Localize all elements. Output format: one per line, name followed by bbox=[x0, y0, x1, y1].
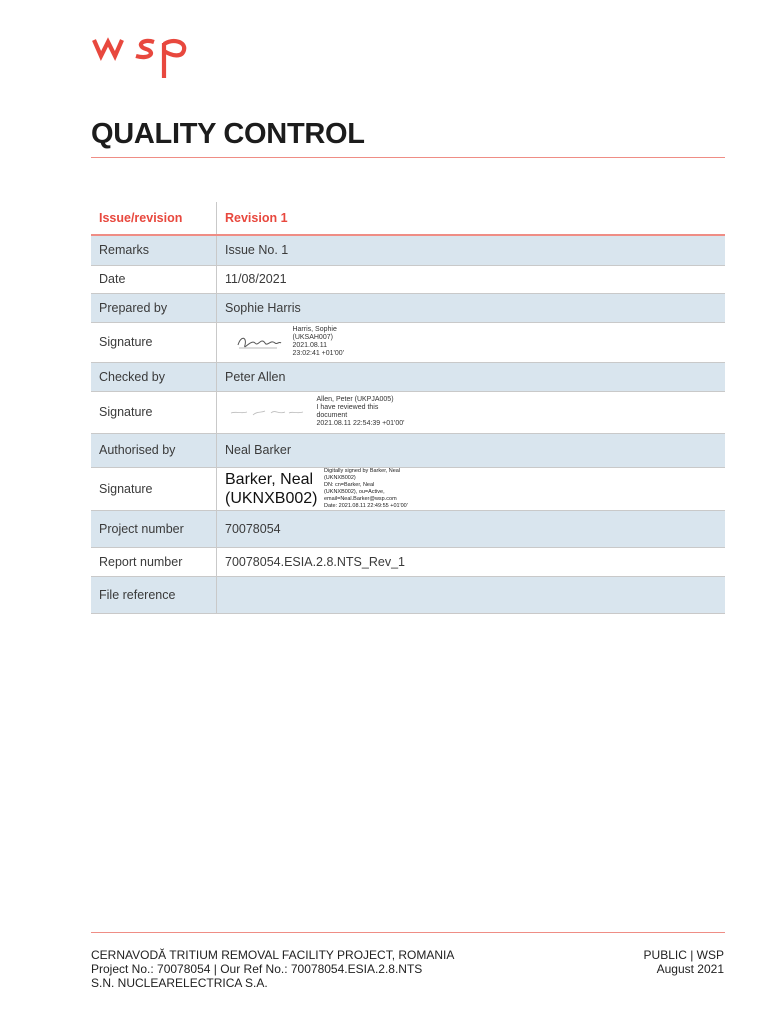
signature3-name bbox=[225, 470, 317, 508]
table-header-row bbox=[91, 202, 725, 235]
footer-client: S.N. NUCLEARELECTRICA S.A. bbox=[91, 976, 268, 990]
file-reference-label: File reference bbox=[91, 576, 217, 613]
table-row bbox=[91, 322, 725, 362]
signature2-line: I have reviewed this bbox=[316, 404, 379, 411]
report-number-value: 70078054.ESIA.2.8.NTS_Rev_1 bbox=[217, 547, 726, 576]
signature1-details bbox=[292, 326, 344, 358]
signature1-cell bbox=[217, 322, 726, 362]
prepared-by-label: Prepared by bbox=[91, 293, 217, 322]
signature2-label: Signature bbox=[91, 391, 217, 433]
page-title: QUALITY CONTROL bbox=[91, 118, 365, 150]
signature3-line: email=Neal.Barker@wsp.com bbox=[323, 495, 397, 502]
authorised-by-value: Neal Barker bbox=[217, 433, 726, 467]
issue-revision-value: Revision 1 bbox=[217, 202, 726, 235]
table-row bbox=[91, 576, 725, 613]
signature1-line: 23:02:41 +01'00' bbox=[292, 350, 345, 357]
table-row bbox=[91, 293, 725, 322]
remarks-label: Remarks bbox=[91, 235, 217, 265]
handwritten-signature-icon bbox=[227, 401, 309, 423]
signature1-line: (UKSAH007) bbox=[292, 334, 333, 341]
prepared-by-value: Sophie Harris bbox=[217, 293, 726, 322]
date-label: Date bbox=[91, 265, 217, 293]
checked-by-value: Peter Allen bbox=[217, 362, 726, 391]
checked-by-label: Checked by bbox=[91, 362, 217, 391]
wsp-logo bbox=[92, 34, 192, 82]
table-row bbox=[91, 391, 725, 433]
table-row bbox=[91, 467, 725, 510]
date-value: 11/08/2021 bbox=[217, 265, 726, 293]
signature3-line: (UKNXB002) bbox=[323, 474, 356, 481]
signature3-line: (UKNXB002), ou=Active, bbox=[323, 488, 385, 495]
signature2-details bbox=[316, 396, 404, 428]
signature3-line: DN: cn=Barker, Neal bbox=[323, 481, 375, 488]
footer-date: August 2021 bbox=[656, 962, 724, 976]
handwritten-signature-icon bbox=[233, 329, 285, 355]
footer-project-info bbox=[91, 948, 454, 990]
signature3-label: Signature bbox=[91, 467, 217, 510]
signature2-cell bbox=[217, 391, 726, 433]
signature1-line: Harris, Sophie bbox=[292, 326, 337, 333]
project-number-label: Project number bbox=[91, 510, 217, 547]
footer-project-title: CERNAVODĂ TRITIUM REMOVAL FACILITY PROJECT, ROMANIA bbox=[91, 948, 455, 962]
signature3-cell bbox=[217, 467, 726, 510]
quality-control-table bbox=[91, 202, 725, 614]
issue-revision-label: Issue/revision bbox=[91, 202, 217, 235]
signature2-line: document bbox=[316, 412, 348, 419]
footer-public-label: PUBLIC | WSP bbox=[643, 948, 724, 962]
footer-divider bbox=[91, 932, 725, 933]
table-row bbox=[91, 265, 725, 293]
signature3-id-line: (UKNXB002) bbox=[225, 489, 318, 507]
signature1-label: Signature bbox=[91, 322, 217, 362]
signature2-line: Allen, Peter (UKPJA005) bbox=[316, 396, 394, 403]
table-row bbox=[91, 235, 725, 265]
signature3-line: Date: 2021.08.11 22:49:55 +01'00' bbox=[323, 502, 408, 509]
file-reference-value bbox=[217, 576, 726, 613]
project-number-value: 70078054 bbox=[217, 510, 726, 547]
signature3-details bbox=[324, 468, 408, 510]
signature1-line: 2021.08.11 bbox=[292, 342, 327, 349]
title-divider bbox=[91, 157, 725, 158]
table-row bbox=[91, 547, 725, 576]
table-row bbox=[91, 433, 725, 467]
report-number-label: Report number bbox=[91, 547, 217, 576]
signature2-line: 2021.08.11 22:54:39 +01'00' bbox=[316, 420, 405, 427]
authorised-by-label: Authorised by bbox=[91, 433, 217, 467]
table-row bbox=[91, 362, 725, 391]
table-row bbox=[91, 510, 725, 547]
signature3-name-line: Barker, Neal bbox=[225, 470, 314, 488]
remarks-value: Issue No. 1 bbox=[217, 235, 726, 265]
footer-classification bbox=[644, 948, 724, 976]
signature3-line: Digitally signed by Barker, Neal bbox=[323, 467, 401, 474]
footer-project-ref: Project No.: 70078054 | Our Ref No.: 70078054.ESIA.2.8.NTS bbox=[91, 962, 423, 976]
